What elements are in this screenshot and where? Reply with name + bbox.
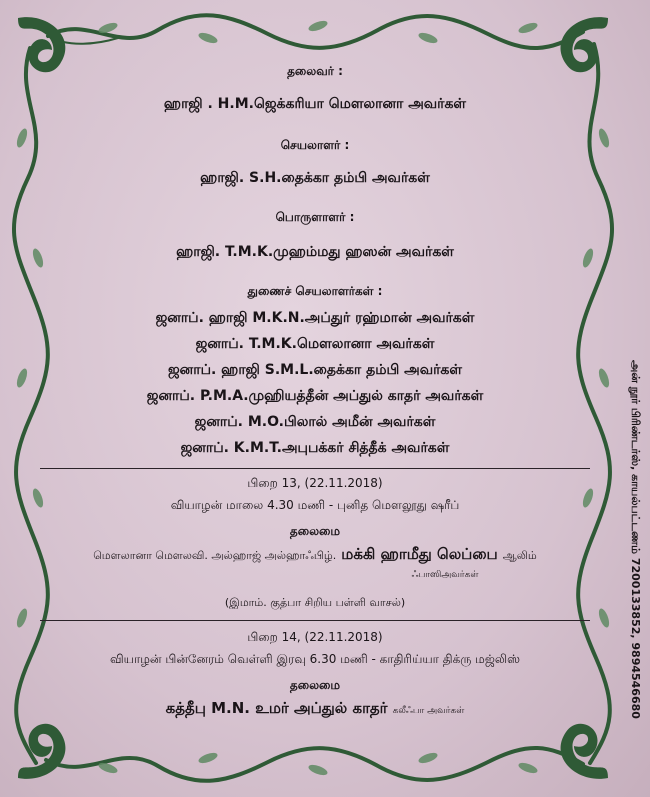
joint-secretaries-label: துணைச் செயலாளர்கள் : <box>247 284 383 298</box>
event2-presider <box>60 698 570 719</box>
event2-date: பிறை 14, (22.11.2018) <box>247 630 383 644</box>
event1-presider-prefix: மௌலானா மௌலவி. அல்ஹாஜ் அல்ஹாஃபிழ். <box>93 549 337 562</box>
printer-credit <box>620 360 646 719</box>
divider <box>40 468 590 469</box>
treasurer-label: பொருளாளர் : <box>275 210 355 224</box>
divider <box>40 620 590 621</box>
event2-presider-name: கத்தீபு M.N. உமர் அப்துல் காதர் <box>165 699 388 717</box>
event1-presider-suffix: ஆலிம் <box>502 549 537 562</box>
treasurer-name: ஹாஜி. T.M.K.முஹம்மது ஹஸன் அவர்கள் <box>176 244 454 260</box>
joint-secretary-item: ஜனாப். P.M.A.முஹியத்தீன் அப்துல் காதர் அவர்கள் <box>146 388 484 404</box>
joint-secretary-item: ஜனாப். T.M.K.மௌலானா அவர்கள் <box>195 336 435 352</box>
president-label: தலைவர் : <box>287 64 343 78</box>
event1-date: பிறை 13, (22.11.2018) <box>247 476 383 490</box>
printer-credit-text: அன் நூர் பிரிண்டர்ஸ், காயல்பட்டணம் 7200133852, 9894546680 <box>629 360 642 719</box>
president-name: ஹாஜி . H.M.ஜெக்கரியா மௌலானா அவர்கள் <box>163 96 467 112</box>
joint-secretary-item: ஜனாப். ஹாஜி M.K.N.அப்துர் ரஹ்மான் அவர்கள் <box>155 310 475 326</box>
event1-presider-name: மக்கி ஹாமீது லெப்பை <box>341 545 498 563</box>
event2-presider-suffix: கலீஃபா அவர்கள் <box>392 706 465 716</box>
joint-secretary-item: ஜனாப். M.O.பிலால் அமீன் அவர்கள் <box>194 414 436 430</box>
event1-presider-title: ஃபாஸிஅவர்கள் <box>411 570 479 580</box>
event1-venue: (இமாம். குத்பா சிறிய பள்ளி வாசல்) <box>224 596 406 609</box>
event2-time-place: வியாழன் பின்னேரம் வெள்ளி இரவு 6.30 மணி - காதிரிய்யா திக்ரு மஜ்லிஸ் <box>110 652 520 666</box>
secretary-label: செயலாளர் : <box>280 138 350 152</box>
event1-presider <box>60 544 570 565</box>
event1-presided-label: தலைமை <box>289 524 341 538</box>
joint-secretary-item: ஜனாப். K.M.T.அபுபக்கர் சித்தீக் அவர்கள் <box>180 440 450 456</box>
event2-presided-label: தலைமை <box>289 678 341 692</box>
joint-secretary-item: ஜனாப். ஹாஜி S.M.L.தைக்கா தம்பி அவர்கள் <box>168 362 462 378</box>
event1-time-place: வியாழன் மாலை 4.30 மணி - புனித மௌலூது ஷரீப் <box>170 498 460 512</box>
secretary-name: ஹாஜி. S.H.தைக்கா தம்பி அவர்கள் <box>200 170 430 186</box>
